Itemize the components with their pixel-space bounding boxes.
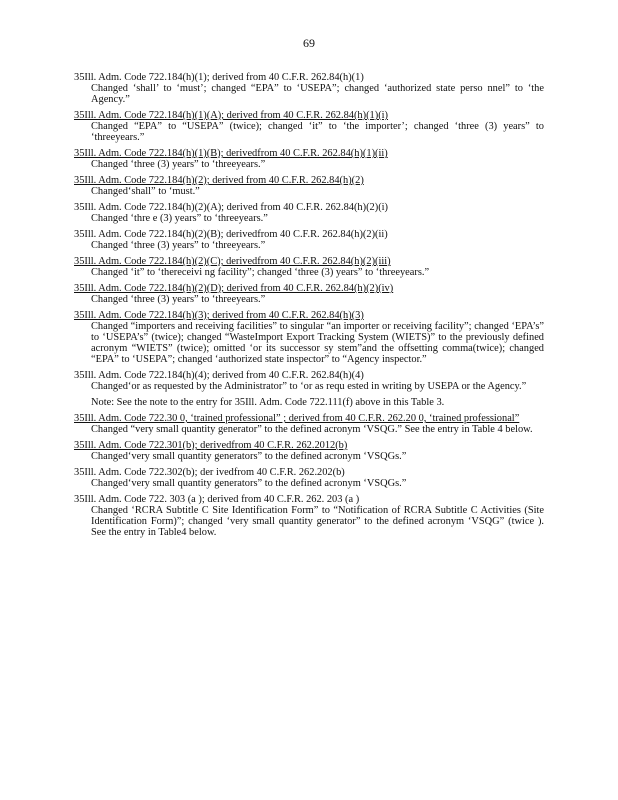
entry-text: Changed‘very small quantity generators” to the defined acronym ‘VSQGs.” xyxy=(91,451,407,462)
list-item xyxy=(74,440,544,462)
entry-text: Changed ‘RCRA Subtitle C Site Identification Form” to “Notification of RCRA Subtitle C Activities (Site Identification Form)”; changed ‘very small quantity generator” to the defined acronym ‘VSQG” (twice ). See the entry in Table4 below. xyxy=(91,505,544,538)
entry-citation: 35Ill. Adm. Code 722.184(h)(2)(D); derived from 40 C.F.R. 262.84(h)(2)(iv) xyxy=(74,283,394,294)
list-item xyxy=(74,494,544,538)
entry-text: Changed “very small quantity generator” to the defined acronym ‘VSQG.” See the entry in Table 4 below. xyxy=(91,424,533,435)
list-item xyxy=(74,175,544,197)
entry-citation: 35Ill. Adm. Code 722. 303 (a ); derived from 40 C.F.R. 262. 203 (a ) xyxy=(74,494,360,505)
entry-text: Changed ‘it” to ‘thereceivi ng facility”; changed ‘three (3) years” to ‘threeyears.” xyxy=(91,267,430,278)
entry-text: Changed ‘three (3) years” to ‘threeyears.” xyxy=(91,240,266,251)
entry-citation: 35Ill. Adm. Code 722.184(h)(2)(C); derivedfrom 40 C.F.R. 262.84(h)(2)(iii) xyxy=(74,256,391,267)
list-item xyxy=(74,229,544,251)
entry-text: Changed ‘three (3) years” to ‘threeyears.” xyxy=(91,294,266,305)
list-item xyxy=(74,310,544,365)
list-item xyxy=(74,72,544,105)
entry-text: Changed‘or as requested by the Administrator” to ‘or as requ ested in writing by USEPA or the Agency.” xyxy=(91,381,527,392)
table-note: Note: See the note to the entry for 35Ill. Adm. Code 722.111(f) above in this Table 3. xyxy=(91,397,445,408)
entry-text: Changed‘very small quantity generators” to the defined acronym ‘VSQGs.” xyxy=(91,478,407,489)
list-item xyxy=(74,413,544,435)
entry-citation: 35Ill. Adm. Code 722.184(h)(2); derived from 40 C.F.R. 262.84(h)(2) xyxy=(74,175,364,186)
entry-text: Changed “EPA” to “USEPA” (twice); changed ‘it” to ‘the importer’; changed ‘three (3) years” to ‘threeyears.” xyxy=(91,121,544,143)
entry-citation: 35Ill. Adm. Code 722.30 0, ‘trained professional” ; derived from 40 C.F.R. 262.20 0, ‘trained professional” xyxy=(74,413,520,424)
entry-text: Changed ‘three (3) years” to ‘threeyears.” xyxy=(91,159,266,170)
entry-text: Changed ‘shall’ to ‘must’; changed “EPA” to ‘USEPA”; changed ‘authorized state perso nnel” to ‘the Agency.” xyxy=(91,83,544,105)
list-item xyxy=(74,256,544,278)
list-item xyxy=(74,110,544,143)
entry-citation: 35Ill. Adm. Code 722.184(h)(4); derived from 40 C.F.R. 262.84(h)(4) xyxy=(74,370,364,381)
table-entries xyxy=(74,72,544,543)
list-item xyxy=(74,202,544,224)
page-number: 69 xyxy=(303,36,315,50)
list-item xyxy=(74,283,544,305)
entry-citation: 35Ill. Adm. Code 722.301(b); derivedfrom 40 C.F.R. 262.2012(b) xyxy=(74,440,348,451)
entry-citation: 35Ill. Adm. Code 722.184(h)(1)(A); derived from 40 C.F.R. 262.84(h)(1)(i) xyxy=(74,110,389,121)
entry-citation: 35Ill. Adm. Code 722.184(h)(1)(B); derivedfrom 40 C.F.R. 262.84(h)(1)(ii) xyxy=(74,148,388,159)
entry-citation: 35Ill. Adm. Code 722.184(h)(2)(B); derivedfrom 40 C.F.R. 262.84(h)(2)(ii) xyxy=(74,229,388,240)
entry-citation: 35Ill. Adm. Code 722.184(h)(3); derived from 40 C.F.R. 262.84(h)(3) xyxy=(74,310,364,321)
list-item xyxy=(74,467,544,489)
entry-citation: 35Ill. Adm. Code 722.184(h)(2)(A); derived from 40 C.F.R. 262.84(h)(2)(i) xyxy=(74,202,389,213)
entry-text: Changed‘shall” to ‘must.” xyxy=(91,186,200,197)
entry-citation: 35Ill. Adm. Code 722.184(h)(1); derived from 40 C.F.R. 262.84(h)(1) xyxy=(74,72,364,83)
list-item xyxy=(74,370,544,392)
entry-citation: 35Ill. Adm. Code 722.302(b); der ivedfrom 40 C.F.R. 262.202(b) xyxy=(74,467,345,478)
list-item xyxy=(74,148,544,170)
entry-text: Changed “importers and receiving facilities” to singular “an importer or receiving facility”; changed ‘EPA’s” to ‘USEPA’s” (twice); changed “WasteImport Export Tracking System (WIETS)” to the previously defined acronym “WIETS” (twice); omitted ‘or its successor sy stem”and the offsetting comma(twice); changed “EPA” to ‘USEPA”; changed ‘authorized state inspector” to “Agency inspector.” xyxy=(91,321,544,365)
entry-text: Changed ‘thre e (3) years” to ‘threeyears.” xyxy=(91,213,268,224)
